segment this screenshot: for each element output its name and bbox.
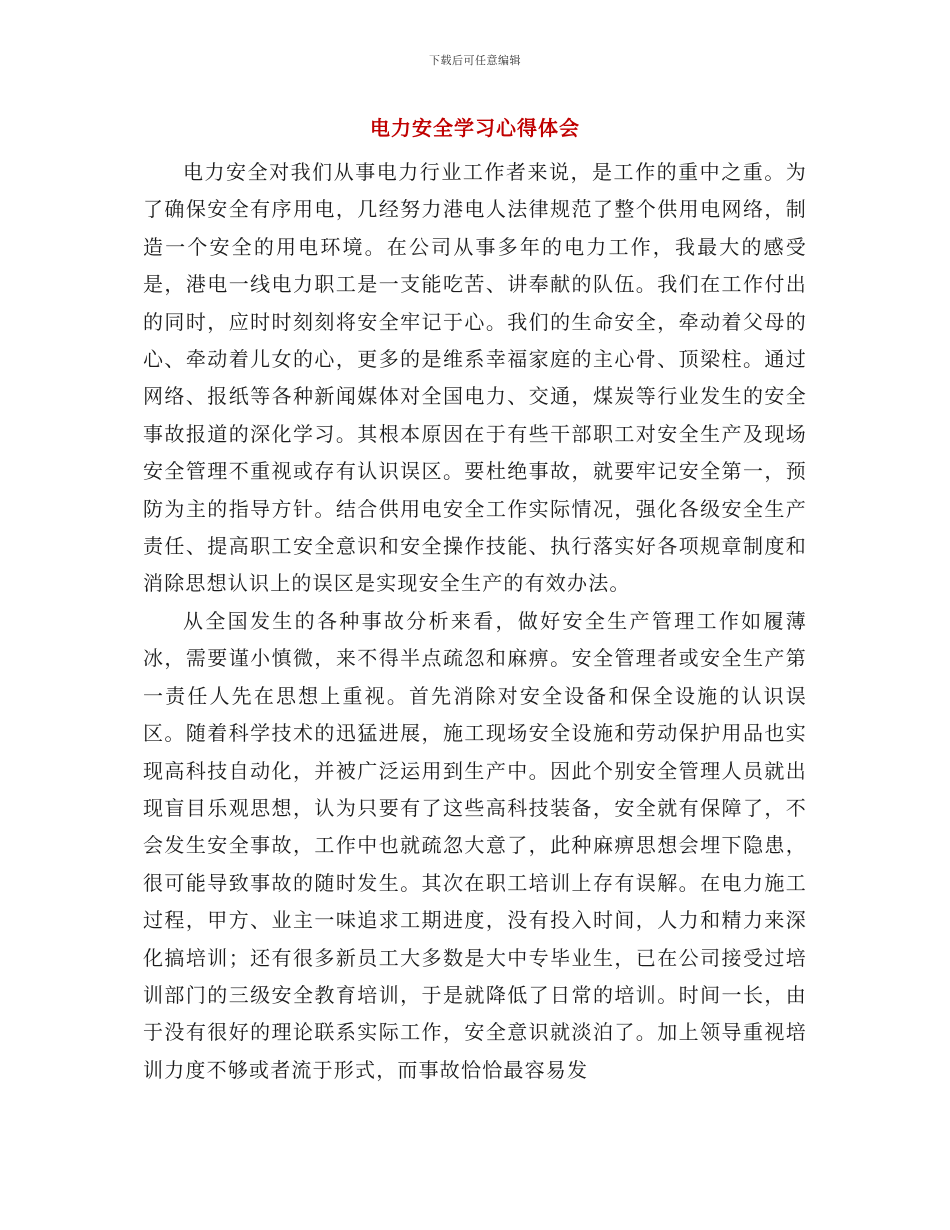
paragraph-1: 电力安全对我们从事电力行业工作者来说，是工作的重中之重。为了确保安全有序用电，几经努力港电人法律规范了整个供用电网络，制造一个安全的用电环境。在公司从事多年的电力工作，我最大的感受是，港电一线电力职工是一支能吃苦、讲奉献的队伍。我们在工作付出的同时，应时时刻刻将安全牢记于心。我们的生命安全，牵动着父母的心、牵动着儿女的心，更多的是维系幸福家庭的主心骨、顶梁柱。通过网络、报纸等各种新闻媒体对全国电力、交通，煤炭等行业发生的安全事故报道的深化学习。其根本原因在于有些干部职工对安全生产及现场安全管理不重视或存有认识误区。要杜绝事故，就要牢记安全第一，预防为主的指导方针。结合供用电安全工作实际情况，强化各级安全生产责任、提高职工安全意识和安全操作技能、执行落实好各项规章制度和消除思想认识上的误区是实现安全生产的有效办法。 — [143, 160, 807, 596]
header-note: 下载后可任意编辑 — [429, 54, 521, 67]
paragraph-2: 从全国发生的各种事故分析来看，做好安全生产管理工作如履薄冰，需要谨小慎微，来不得半点疏忽和麻痹。安全管理者或安全生产第一责任人先在思想上重视。首先消除对安全设备和保全设施的认识误区。随着科学技术的迅猛进展，施工现场安全设施和劳动保护用品也实现高科技自动化，并被广泛运用到生产中。因此个别安全管理人员就出现盲目乐观思想，认为只要有了这些高科技装备，安全就有保障了，不会发生安全事故，工作中也就疏忽大意了，此种麻痹思想会埋下隐患，很可能导致事故的随时发生。其次在职工培训上存有误解。在电力施工过程，甲方、业主一味追求工期进度，没有投入时间，人力和精力来深化搞培训；还有很多新员工大多数是大中专毕业生，已在公司接受过培训部门的三级安全教育培训，于是就降低了日常的培训。时间一长，由于没有很好的理论联系实际工作，安全意识就淡泊了。加上领导重视培训力度不够或者流于形式，而事故恰恰最容易发 — [143, 608, 807, 1082]
document-body — [143, 154, 807, 1089]
document-title: 电力安全学习心得体会 — [370, 116, 580, 140]
